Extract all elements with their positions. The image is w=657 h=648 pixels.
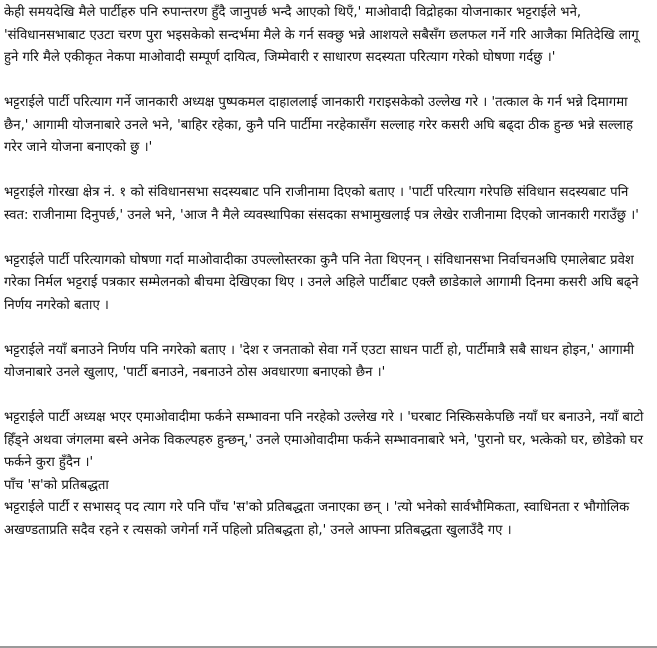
article-paragraph-3: भट्टराईले गोरखा क्षेत्र नं. १ को संविधानसभा सदस्यबाट पनि राजीनामा दिएको बताए । 'पार्टी परित्याग गरेपछि संविधान सदस्यबाट पनि स्वत: राजीनामा दिनुपर्छ,' उनले भने, 'आज नै मैले व्यवस्थापिका संसदका सभामुखलाई पत्र लेखेर राजीनामा दिएको जानकारी गराउँछु ।'	[4, 185, 639, 223]
article-body	[4, 2, 654, 542]
article-paragraph-1: केही समयदेखि मैले पार्टीहरु पनि रुपान्तरण हुँदै जानुपर्छ भन्दै आएको थिएँ,' माओवादी विद्रोहका योजनाकार भट्टराईले भने, 'संविधानसभाबाट एउटा चरण पुरा भइसकेको सन्दर्भमा मैले के गर्न सक्छु भन्ने आशयले सबैसँग छलफल गर्ने गरि आजैका मितिदेखि लागू हुने गरि मैले एकीकृत नेकपा माओवादी सम्पूर्ण दायित्व, जिम्मेवारी र साधारण सदस्यता परित्याग गरेको घोषणा गर्दछु ।'	[4, 5, 639, 65]
article-paragraph-2: भट्टराईले पार्टी परित्याग गर्ने जानकारी अध्यक्ष पुष्पकमल दाहाललाई जानकारी गराइसकेको उल्लेख गरे । 'तत्काल के गर्न भन्ने दिमागमा छैन,' आगामी योजनाबारे उनले भने, 'बाहिर रहेका, कुनै पनि पार्टीमा नरहेकासँग सल्लाह गरेर कसरी अघि बढ्दा ठीक हुन्छ भन्ने सल्लाह गरेर जाने योजना बनाएको छु ।'	[4, 95, 634, 155]
article-paragraph-4: भट्टराईले पार्टी परित्यागको घोषणा गर्दा माओवादीका उपल्लोस्तरका कुनै पनि नेता थिएनन् । संविधानसभा निर्वाचनअघि एमालेबाट प्रवेश गरेका निर्मल भट्टराई पत्रकार सम्मेलनको बीचमा देखिएका थिए । उनले अहिले पार्टीबाट एक्लै छाडेकाले आगामी दिनमा कसरी अघि बढ्ने निर्णय नगरेको बताए ।	[4, 252, 639, 313]
article-subheading: पाँच 'स'को प्रतिबद्धता	[4, 477, 109, 493]
article-paragraph-6: भट्टराईले पार्टी अध्यक्ष भएर एमाओवादीमा फर्कने सम्भावना पनि नरहेको उल्लेख गरे । 'घरबाट निस्किसकेपछि नयाँ घर बनाउने, नयाँ बाटो हिँड्ने अथवा जंगलमा बस्ने अनेक विकल्पहरु हुन्छन्,' उनले एमाओवादीमा फर्कने सम्भावनाबारे भने, 'पुरानो घर, भत्केको घर, छोडेको घर फर्कने कुरा हुँदैन ।'	[4, 410, 644, 470]
article-paragraph-5: भट्टराईले नयाँ बनाउने निर्णय पनि नगरेको बताए । 'देश र जनताको सेवा गर्ने एउटा साधन पार्टी हो, पार्टीमात्रै सबै साधन होइन,' आगामी योजनाबारे उनले खुलाए, 'पार्टी बनाउने, नबनाउने ठोस अवधारणा बनाएको छैन ।'	[4, 342, 635, 380]
article-final-paragraph: भट्टराईले पार्टी र सभासद् पद त्याग गरे पनि पाँच 'स'को प्रतिबद्धता जनाएका छन् । 'त्यो भनेको सार्वभौमिकता, स्वाधिनता र भौगोलिक अखण्डताप्रति सदैव रहने र त्यसको जगेर्ना गर्ने पहिलो प्रतिबद्धता हो,' उनले आफ्ना प्रतिबद्धता खुलाउँदै गए ।	[4, 500, 630, 538]
